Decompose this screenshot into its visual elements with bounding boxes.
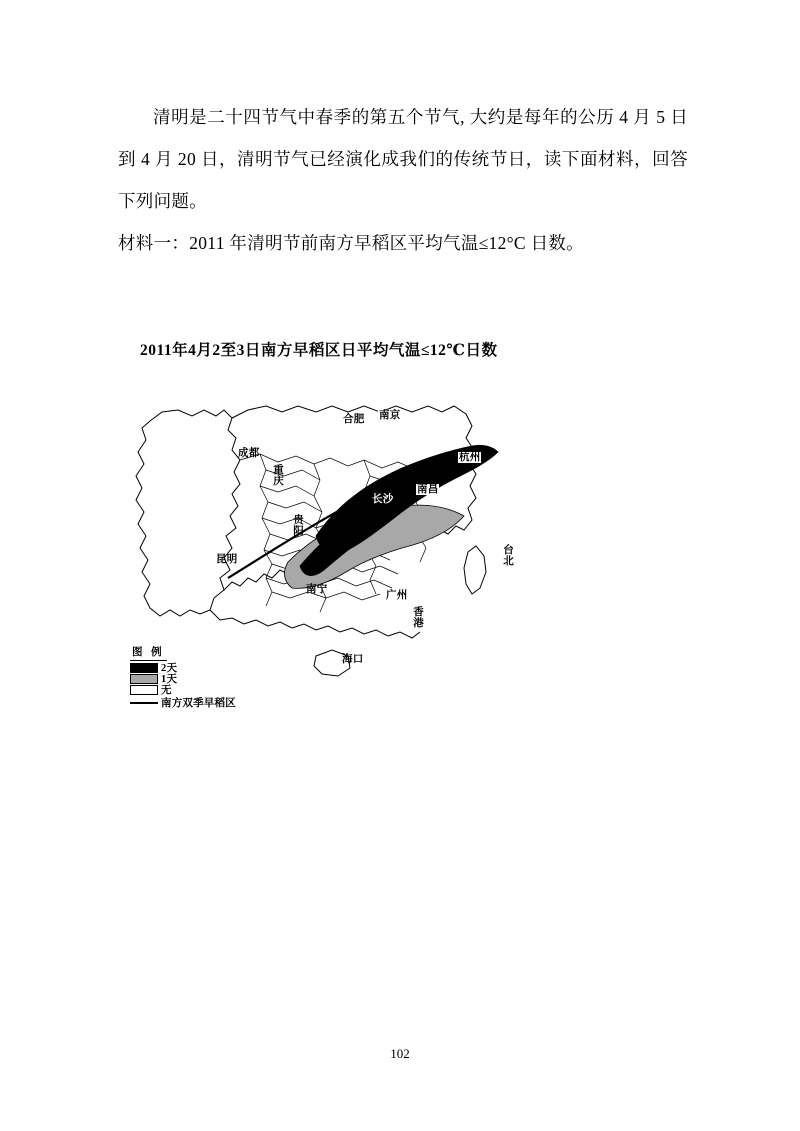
legend-label-2days: 2天 — [161, 663, 178, 674]
legend-item-2days — [130, 662, 280, 673]
legend-item-none — [130, 684, 280, 695]
city-label-guangzhou: 广州 — [386, 590, 408, 601]
city-label-taipei: 台北 — [502, 544, 513, 566]
city-label-guiyang: 贵阳 — [292, 514, 303, 536]
legend-swatch-gray — [130, 674, 158, 684]
city-label-hefei: 合肥 — [343, 414, 365, 425]
figure-title: 2011年4月2至3日南方早稻区日平均气温≤12℃日数 — [140, 342, 498, 359]
legend-swatch-black — [130, 663, 158, 673]
legend-item-rice-region — [130, 696, 280, 709]
legend-label-rice-region: 南方双季早稻区 — [161, 698, 236, 709]
legend-item-1day — [130, 673, 280, 684]
paragraph-intro: 清明是二十四节气中春季的第五个节气, 大约是每年的公历 4 月 5 日到 4 月 20 日，清明节气已经演化成我们的传统节日，读下面材料，回答下列问题。 — [118, 107, 688, 211]
material-one-line: 材料一：2011 年清明节前南方早稻区平均气温≤12°C 日数。 — [118, 233, 584, 253]
legend-line-sample — [130, 702, 158, 704]
legend-label-none: 无 — [161, 685, 172, 696]
city-label-hongkong: 香港 — [412, 606, 423, 628]
map-area — [120, 366, 540, 736]
city-label-chongqing: 重庆 — [272, 464, 283, 486]
city-label-chengdu: 成都 — [238, 448, 260, 459]
city-label-nanchang: 南昌 — [417, 484, 439, 495]
legend-title: 图 例 — [130, 644, 167, 661]
legend-label-1day: 1天 — [161, 674, 178, 685]
map-legend — [130, 642, 280, 709]
city-label-kunming: 昆明 — [216, 554, 238, 565]
city-label-changsha: 长沙 — [372, 494, 394, 505]
figure-container — [120, 338, 540, 738]
text-content — [118, 96, 688, 264]
city-label-haikou: 海口 — [342, 654, 364, 665]
city-label-nanjing: 南京 — [379, 410, 401, 421]
city-label-nanning: 南宁 — [306, 584, 328, 595]
city-label-hangzhou: 杭州 — [459, 452, 481, 463]
city-label-wuhan: 武汉 — [388, 444, 410, 455]
legend-swatch-white — [130, 685, 158, 695]
page-number: 102 — [390, 1046, 410, 1061]
